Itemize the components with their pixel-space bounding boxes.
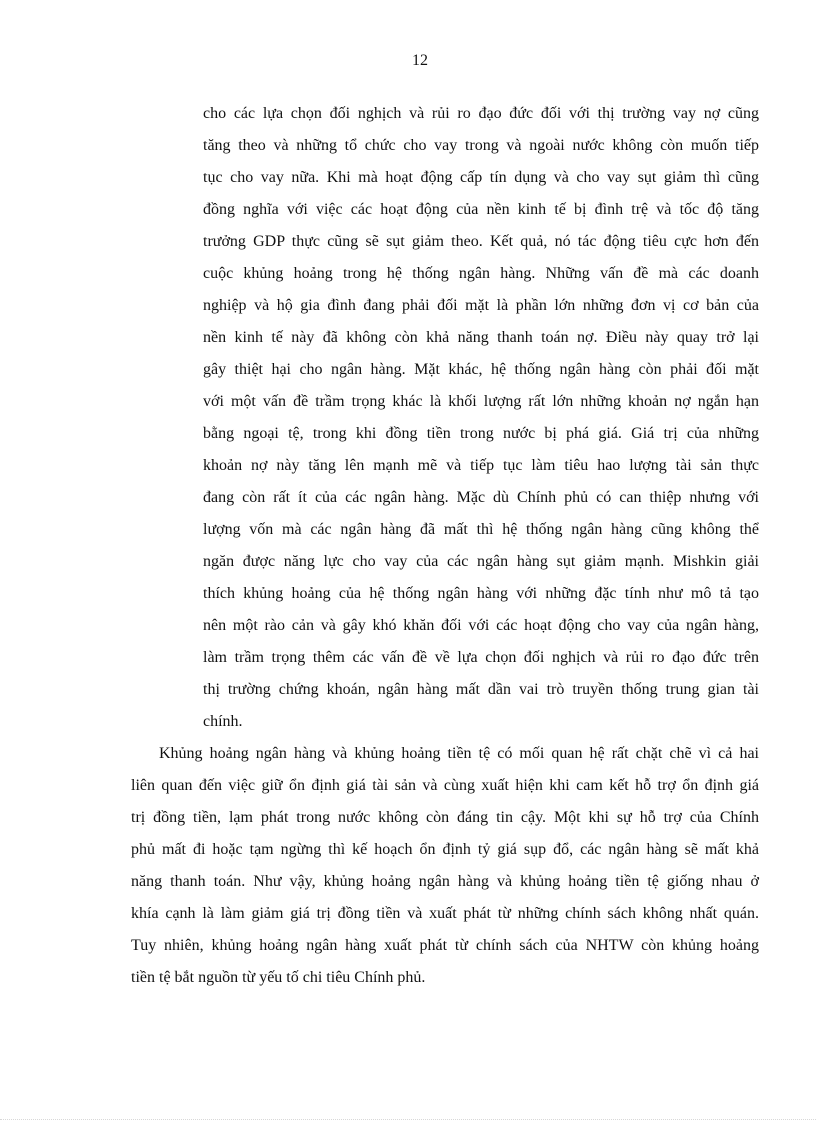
quote-line: đồng nghĩa với việc các hoạt động của nền kinh tế bị đình trệ và tốc độ tăng	[203, 201, 759, 218]
page-number: 12	[412, 52, 428, 69]
body-line: năng thanh toán. Như vậy, khủng hoảng ngân hàng và khủng hoảng tiền tệ giống nhau ở	[131, 873, 759, 890]
quote-line: bằng ngoại tệ, trong khi đồng tiền trong nước bị phá giá. Giá trị của những	[203, 425, 759, 442]
body-line: phủ mất đi hoặc tạm ngừng thì kế hoạch ổn định tỷ giá sụp đổ, các ngân hàng sẽ mất khả	[131, 841, 759, 858]
body-line: Tuy nhiên, khủng hoảng ngân hàng xuất phát từ chính sách của NHTW còn khủng hoảng	[131, 937, 759, 954]
quote-line: cho các lựa chọn đối nghịch và rủi ro đạo đức đối với thị trường vay nợ cũng	[203, 105, 759, 122]
quote-line: gây thiệt hại cho ngân hàng. Mặt khác, hệ thống ngân hàng còn phải đối mặt	[203, 361, 759, 378]
quote-line: làm trầm trọng thêm các vấn đề về lựa chọn đối nghịch và rủi ro đạo đức trên	[203, 649, 759, 666]
quote-line: nền kinh tế này đã không còn khả năng thanh toán nợ. Điều này quay trở lại	[203, 329, 759, 346]
quote-line: đang còn rất ít của các ngân hàng. Mặc dù Chính phủ có can thiệp nhưng với	[203, 489, 759, 506]
quote-line: chính.	[203, 713, 243, 730]
body-line: tiền tệ bắt nguồn từ yếu tố chi tiêu Chính phủ.	[131, 969, 426, 986]
page-number-container	[0, 52, 816, 70]
quote-line: khoản nợ này tăng lên mạnh mẽ và tiếp tục làm tiêu hao lượng tài sản thực	[203, 457, 759, 474]
quote-line: thích khủng hoảng của hệ thống ngân hàng với những đặc tính như mô tả tạo	[203, 585, 759, 602]
quote-line: với một vấn đề trầm trọng khác là khối lượng rất lớn những khoản nợ ngắn hạn	[203, 393, 759, 410]
quote-line: nghiệp và hộ gia đình đang phải đối mặt là phần lớn những đơn vị cơ bản của	[203, 297, 759, 314]
quoted-paragraph	[203, 98, 759, 738]
body-paragraph	[131, 738, 759, 994]
quote-line: lượng vốn mà các ngân hàng đã mất thì hệ thống ngân hàng cũng không thể	[203, 521, 759, 538]
quote-line: thị trường chứng khoán, ngân hàng mất dần vai trò truyền thống trung gian tài	[203, 681, 759, 698]
quote-line: tăng theo và những tổ chức cho vay trong và ngoài nước không còn muốn tiếp	[203, 137, 759, 154]
quote-line: tục cho vay nữa. Khi mà hoạt động cấp tín dụng và cho vay sụt giảm thì cũng	[203, 169, 759, 186]
quote-line: ngăn được năng lực cho vay của các ngân hàng sụt giảm mạnh. Mishkin giải	[203, 553, 759, 570]
quote-line: trưởng GDP thực cũng sẽ sụt giảm theo. Kết quả, nó tác động tiêu cực hơn đến	[203, 233, 759, 250]
quote-line: cuộc khủng hoảng trong hệ thống ngân hàng. Những vấn đề mà các doanh	[203, 265, 759, 282]
body-line: trị đồng tiền, lạm phát trong nước không còn đáng tin cậy. Một khi sự hỗ trợ của Chính	[131, 809, 759, 826]
quote-line: nên một rào cản và gây khó khăn đối với các hoạt động cho vay của ngân hàng,	[203, 617, 759, 634]
body-line: khía cạnh là làm giảm giá trị đồng tiền và xuất phát từ những chính sách không nhất quán.	[131, 905, 759, 922]
body-line: Khủng hoảng ngân hàng và khủng hoảng tiền tệ có mối quan hệ rất chặt chẽ vì cả hai	[159, 745, 759, 762]
page-bottom-rule	[0, 1119, 816, 1120]
body-line: liên quan đến việc giữ ổn định giá tài sản và cùng xuất hiện khi cam kết hỗ trợ ổn định giá	[131, 777, 759, 794]
